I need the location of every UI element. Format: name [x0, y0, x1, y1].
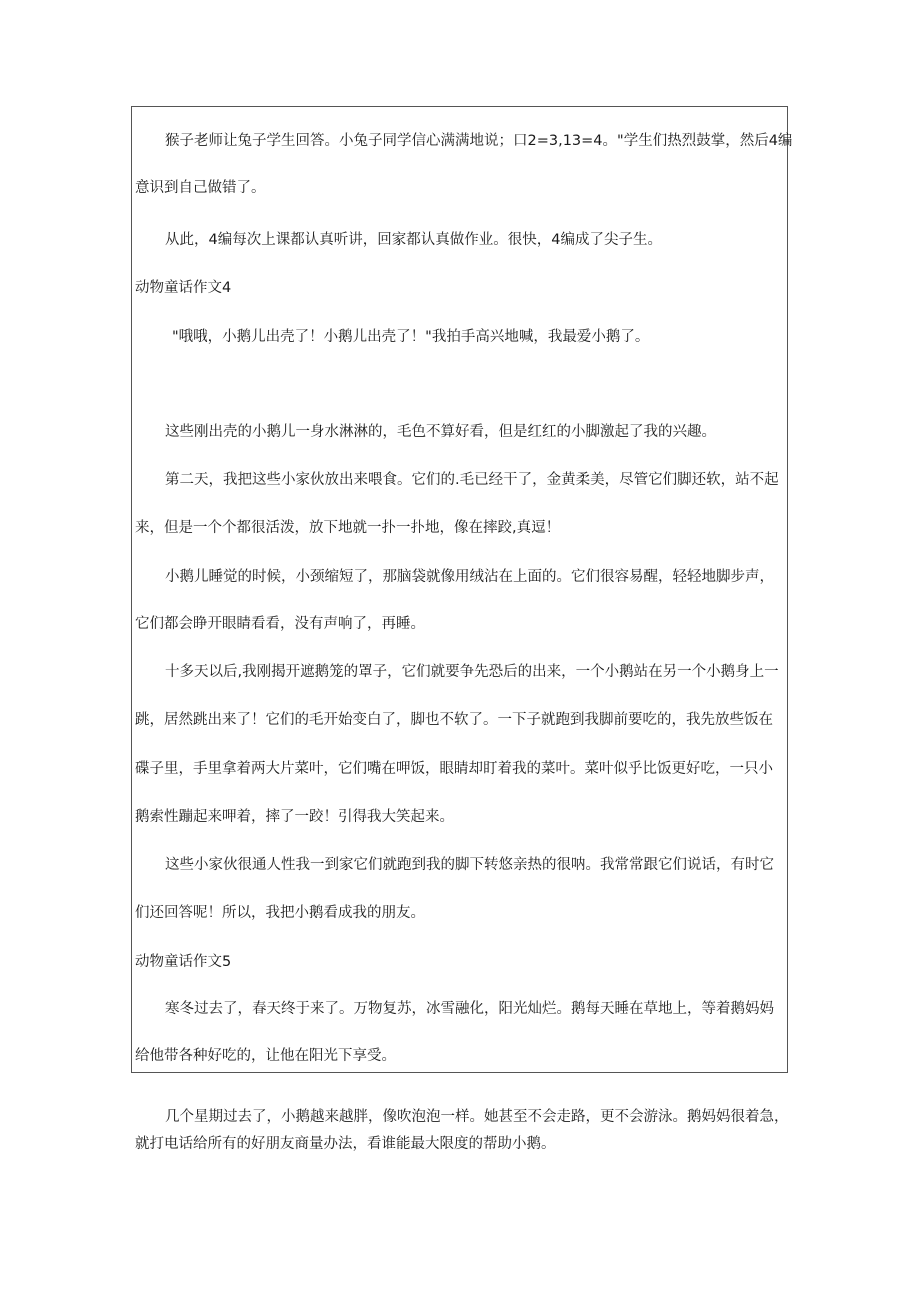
- paragraph-line: 十多天以后,我刚揭开遮鹅笼的罩子，它们就要争先恐后的出来，一个小鹅站在另一个小鹅身上一: [165, 664, 779, 680]
- paragraph-line: 它们都会睁开眼睛看看，没有声响了，再睡。: [135, 616, 425, 632]
- section-heading: 动物童话作文5: [135, 954, 232, 970]
- paragraph-line: 就打电话给所有的好朋友商量办法，看谁能最大限度的帮助小鹅。: [135, 1136, 556, 1152]
- text-frame: [131, 106, 788, 1073]
- paragraph-line: 意识到自己做错了。: [135, 180, 266, 196]
- paragraph-line: 第二天，我把这些小家伙放出来喂食。它们的.毛已经干了，金黄柔美，尽管它们脚还软，站不起: [165, 472, 779, 488]
- paragraph-line: 们还回答呢！所以，我把小鹅看成我的朋友。: [135, 905, 425, 921]
- section-heading: 动物童话作文4: [135, 280, 232, 296]
- paragraph-line: 猴子老师让兔子学生回答。小兔子同学信心满满地说；口2=3,13=4。"学生们热烈鼓掌，然后4编: [165, 133, 793, 149]
- paragraph-line: 寒冬过去了，春天终于来了。万物复苏，冰雪融化，阳光灿烂。鹅每天睡在草地上，等着鹅妈妈: [165, 1001, 774, 1017]
- paragraph-line: 几个星期过去了，小鹅越来越胖，像吹泡泡一样。她甚至不会走路，更不会游泳。鹅妈妈很着急，: [165, 1109, 789, 1125]
- paragraph-line: "哦哦，小鹅儿出壳了！小鹅儿出壳了！"我拍手高兴地喊，我最爱小鹅了。: [172, 329, 650, 345]
- paragraph-line: 从此，4编每次上课都认真听讲，回家都认真做作业。很快，4编成了尖子生。: [165, 232, 662, 248]
- paragraph-line: 这些刚出壳的小鹅儿一身水淋淋的，毛色不算好看，但是红红的小脚激起了我的兴趣。: [165, 424, 716, 440]
- paragraph-line: 小鹅儿睡觉的时候，小颈缩短了，那脑袋就像用绒沾在上面的。它们很容易醒，轻轻地脚步声，: [165, 569, 774, 585]
- paragraph-line: 鹅索性蹦起来呷着，摔了一跤！引得我大笑起来。: [135, 809, 454, 825]
- paragraph-line: 碟子里，手里拿着两大片菜叶，它们嘴在呷饭，眼睛却盯着我的菜叶。菜叶似乎比饭更好吃，一只小: [135, 761, 773, 777]
- paragraph-line: 来，但是一个个都很活泼，放下地就一扑一扑地，像在摔跤,真逗！: [135, 520, 561, 536]
- paragraph-line: 跳，居然跳出来了！它们的毛开始变白了，脚也不软了。一下子就跑到我脚前要吃的，我先放些饭在: [135, 712, 773, 728]
- paragraph-line: 这些小家伙很通人性我一到家它们就跑到我的脚下转悠亲热的很呐。我常常跟它们说话，有时它: [165, 857, 774, 873]
- paragraph-line: 给他带各种好吃的，让他在阳光下享受。: [135, 1048, 396, 1064]
